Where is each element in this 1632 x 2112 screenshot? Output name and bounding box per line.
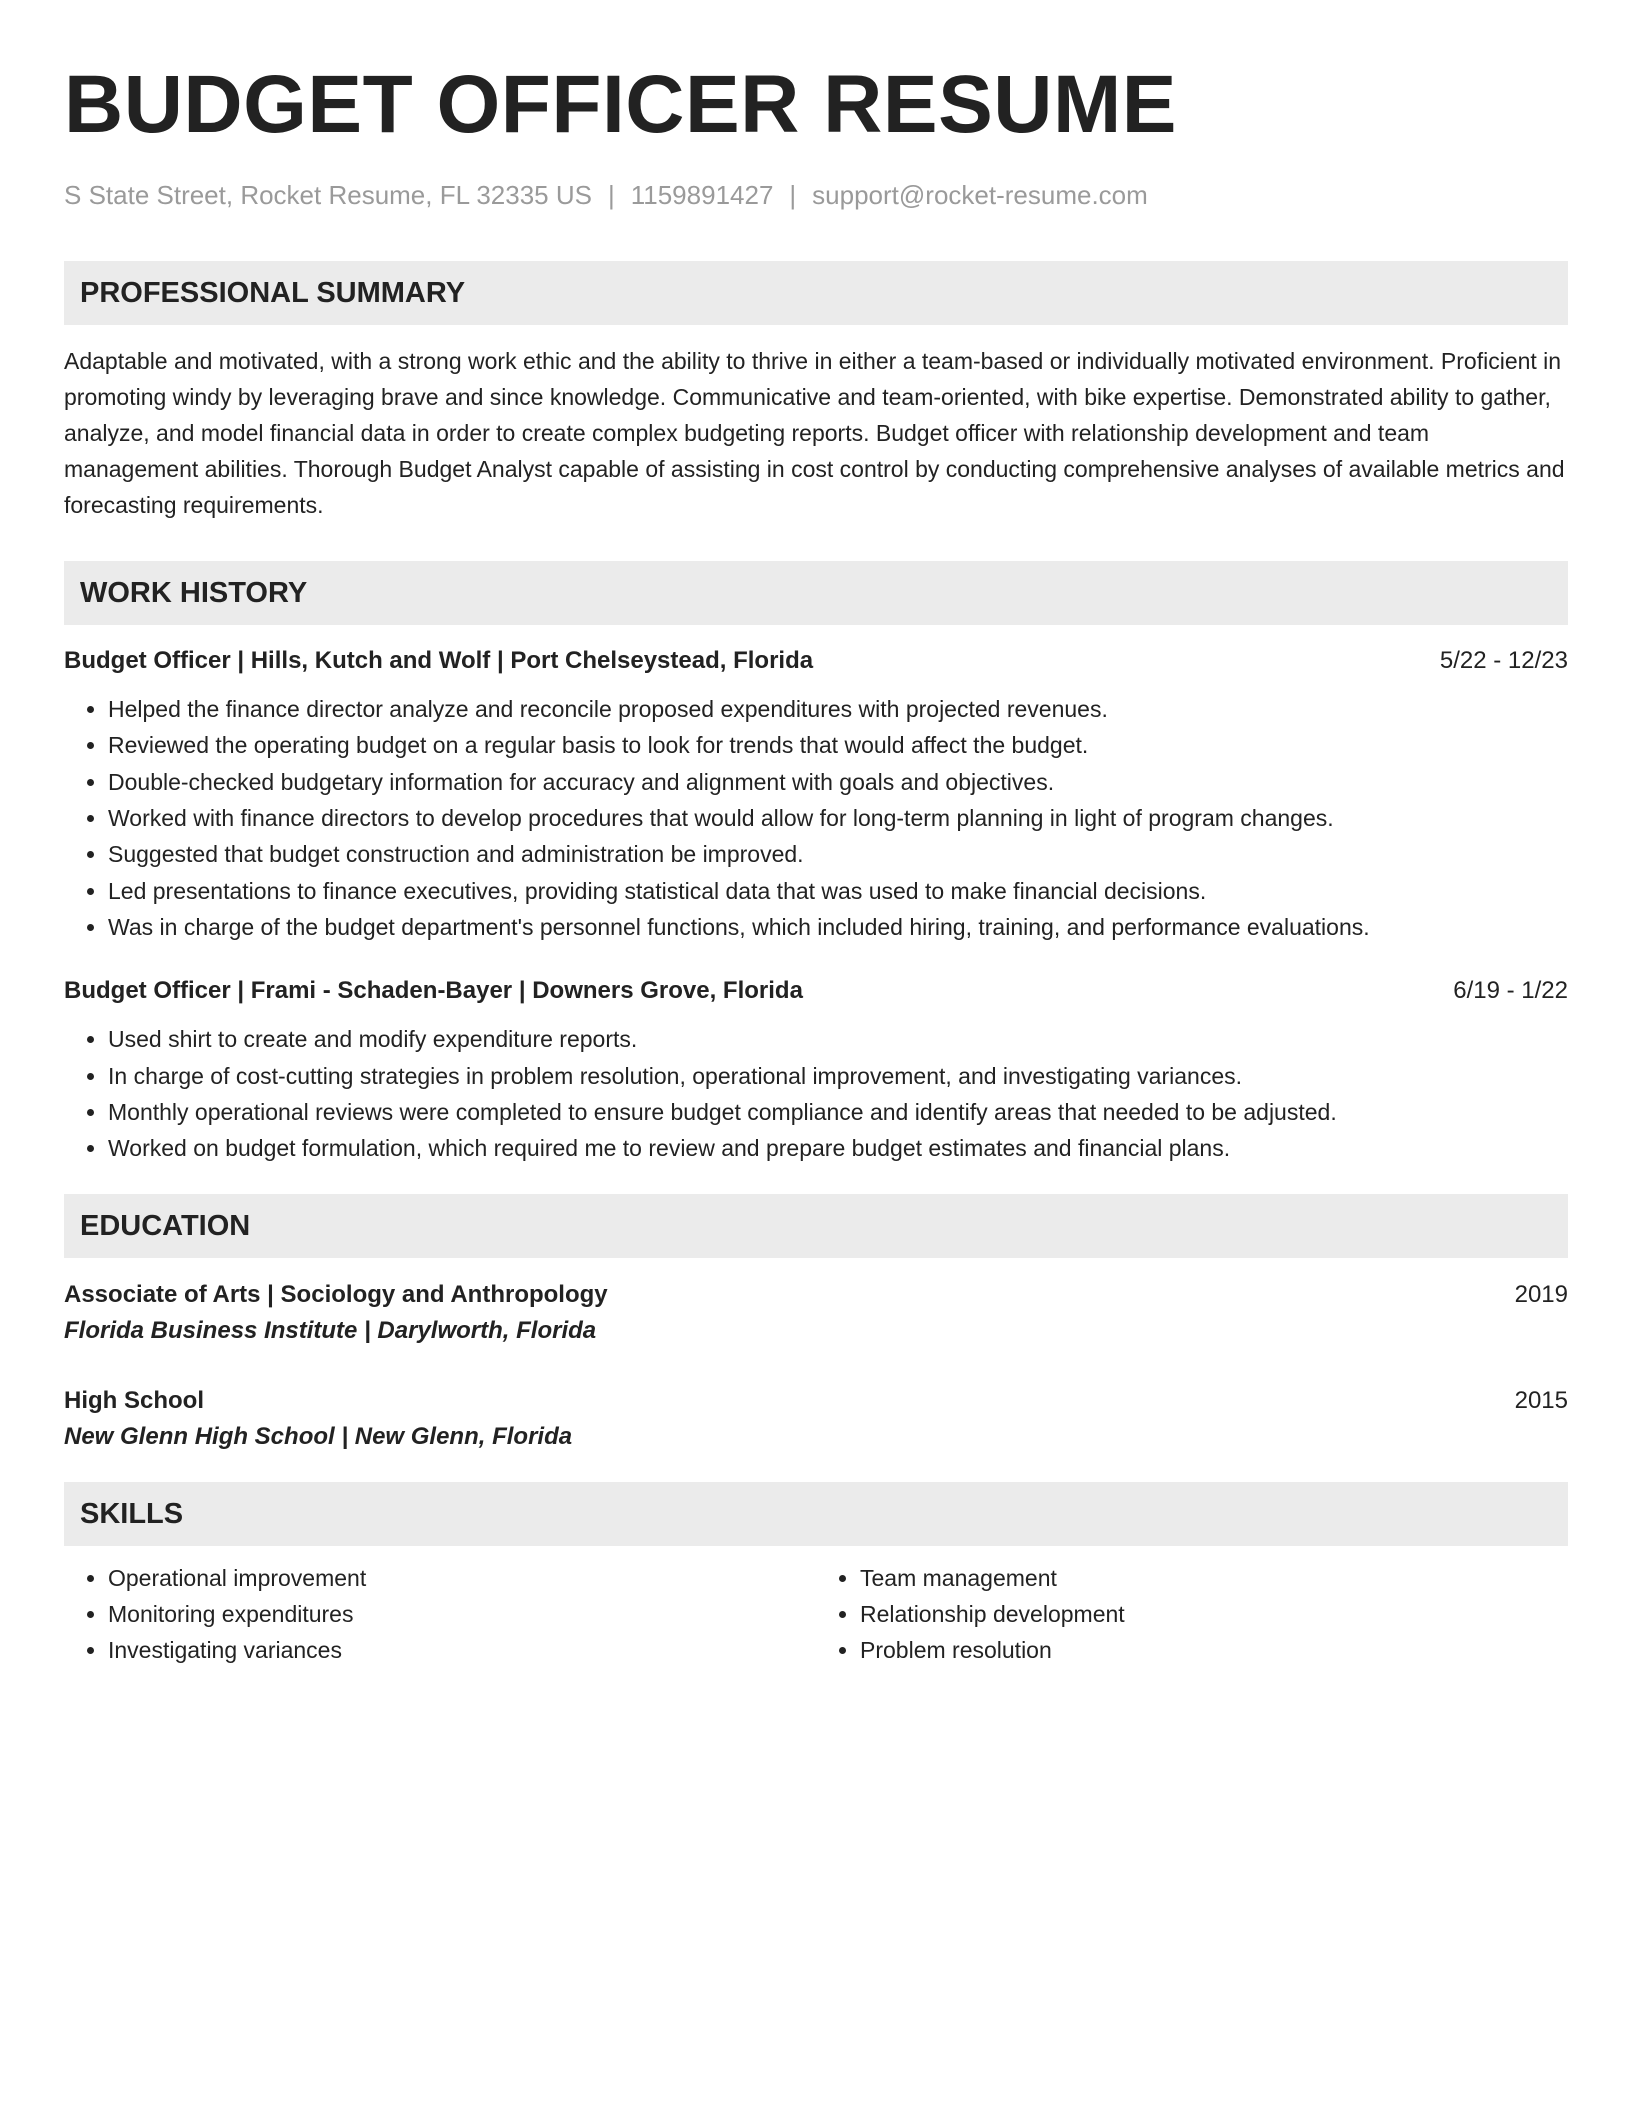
job-entry: [64, 975, 1568, 1166]
job-duty: • Was in charge of the budget department's personnel functions, which included hiring, training, and performance evaluations.: [108, 909, 1568, 945]
job-duty: • Reviewed the operating budget on a regular basis to look for trends that would affect the budget.: [108, 727, 1568, 763]
job-duty: • Suggested that budget construction and administration be improved.: [108, 836, 1568, 872]
skill-item: • Monitoring expenditures: [108, 1596, 816, 1632]
job-duty: • Used shirt to create and modify expenditure reports.: [108, 1021, 1568, 1057]
contact-line: [64, 180, 1568, 211]
education-school: New Glenn High School | New Glenn, Florida: [64, 1423, 573, 1451]
education-entry: [64, 1278, 1568, 1350]
job-duties-list: [64, 691, 1568, 945]
skill-item: • Problem resolution: [860, 1632, 1568, 1668]
job-duty: • Helped the finance director analyze and reconcile proposed expenditures with projected revenues.: [108, 691, 1568, 727]
job-duty: • Worked with finance directors to develop procedures that would allow for long-term planning in light of program changes.: [108, 800, 1568, 836]
skills-column-right: [816, 1560, 1568, 1668]
education-header: [64, 1384, 1568, 1418]
section-header-skills: SKILLS: [64, 1482, 1568, 1546]
education-degree: High School: [64, 1387, 204, 1415]
job-duty: • In charge of cost-cutting strategies in problem resolution, operational improvement, and investigating variances.: [108, 1058, 1568, 1094]
job-entry: [64, 645, 1568, 945]
section-header-education: EDUCATION: [64, 1194, 1568, 1258]
skill-item: • Team management: [860, 1560, 1568, 1596]
contact-separator: |: [789, 180, 797, 210]
job-header: [64, 645, 1568, 677]
education-header: [64, 1278, 1568, 1312]
section-header-work-history: WORK HISTORY: [64, 561, 1568, 625]
skill-item: • Operational improvement: [108, 1560, 816, 1596]
education-entry: [64, 1384, 1568, 1456]
job-header: [64, 975, 1568, 1007]
skill-item: • Relationship development: [860, 1596, 1568, 1632]
job-title: Budget Officer | Hills, Kutch and Wolf | Port Chelseystead, Florida: [64, 647, 814, 675]
summary-text: Adaptable and motivated, with a strong work ethic and the ability to thrive in either a team-based or individually motivated environment. Proficient in promoting windy by leveraging brave and since knowledge. Communicative and team-oriented, with bike expertise. Demonstrated ability to gather, analyze, and model financial data in order to create complex budgeting reports. Budget officer with relationship development and team management abilities. Thorough Budget Analyst capable of assisting in cost control by conducting comprehensive analyses of available metrics and forecasting requirements.: [64, 348, 1565, 519]
job-duty: • Led presentations to finance executives, providing statistical data that was used to make financial decisions.: [108, 873, 1568, 909]
resume-title: BUDGET OFFICER RESUME: [64, 59, 1177, 150]
job-dates: 6/19 - 1/22: [1453, 977, 1568, 1005]
contact-address: S State Street, Rocket Resume, FL 32335 US: [64, 180, 592, 210]
job-duty: • Double-checked budgetary information for accuracy and alignment with goals and objectives.: [108, 764, 1568, 800]
contact-separator: |: [607, 180, 615, 210]
contact-phone: 1159891427: [630, 180, 774, 210]
job-duties-list: [64, 1021, 1568, 1166]
education-degree: Associate of Arts | Sociology and Anthropology: [64, 1281, 608, 1309]
skills-column-left: [64, 1560, 816, 1668]
skills-grid: [64, 1560, 1568, 1668]
job-duty: • Monthly operational reviews were completed to ensure budget compliance and identify areas that needed to be adjusted.: [108, 1094, 1568, 1130]
skills-list: [64, 1560, 816, 1668]
job-duty: • Worked on budget formulation, which required me to review and prepare budget estimates and financial plans.: [108, 1130, 1568, 1166]
education-year: 2015: [1514, 1387, 1568, 1415]
skills-list: [816, 1560, 1568, 1668]
contact-email: support@rocket-resume.com: [812, 180, 1148, 210]
job-dates: 5/22 - 12/23: [1439, 647, 1568, 675]
job-title: Budget Officer | Frami - Schaden-Bayer | Downers Grove, Florida: [64, 977, 803, 1005]
education-year: 2019: [1514, 1281, 1568, 1309]
education-school: Florida Business Institute | Darylworth, Florida: [64, 1317, 597, 1345]
skill-item: • Investigating variances: [108, 1632, 816, 1668]
section-header-summary: PROFESSIONAL SUMMARY: [64, 261, 1568, 325]
